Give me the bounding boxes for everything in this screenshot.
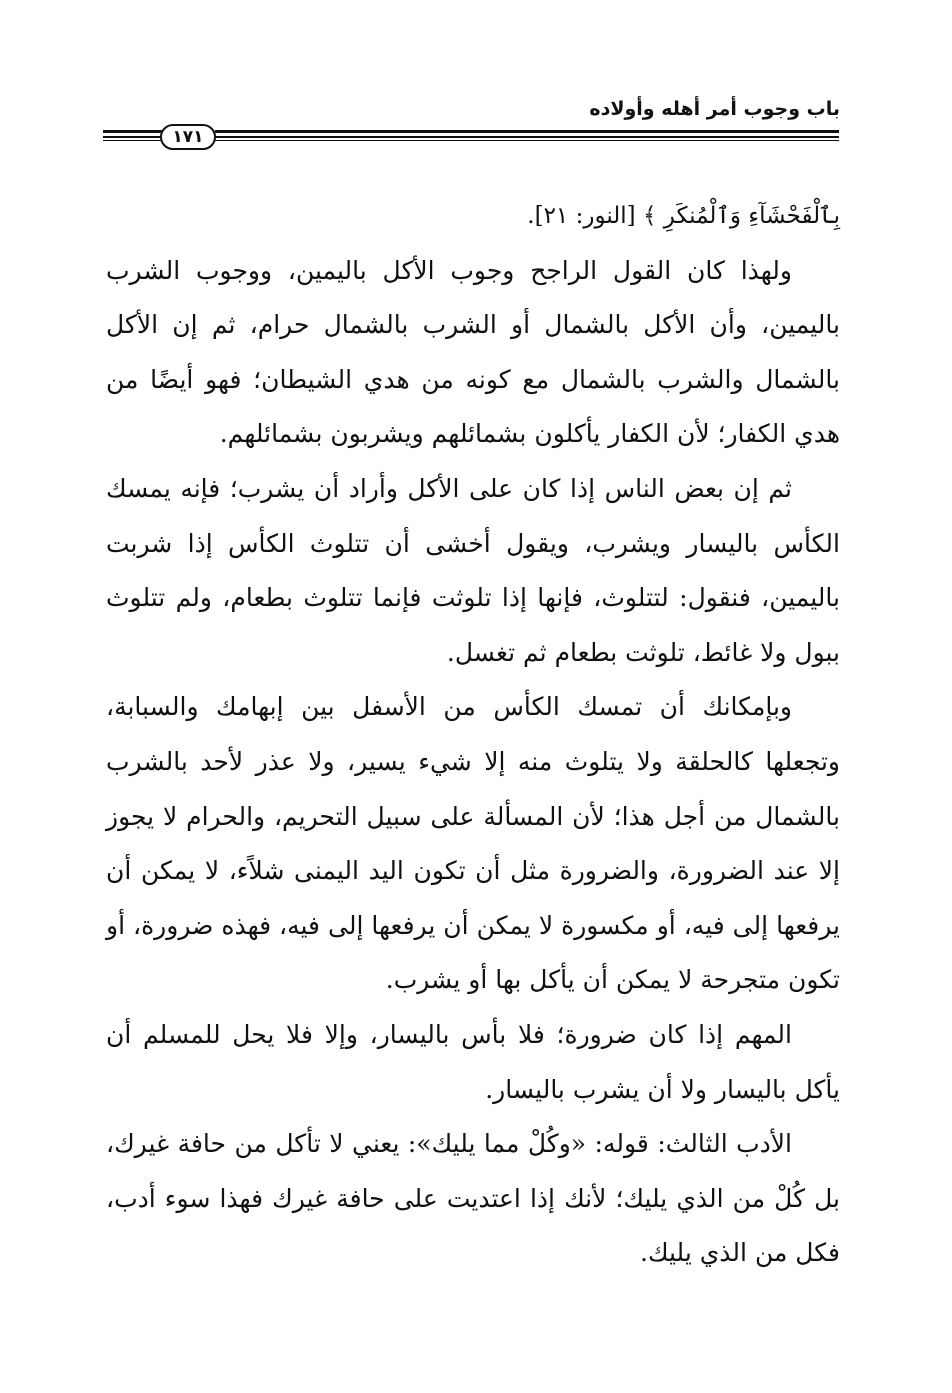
paragraph: المهم إذا كان ضرورة؛ فلا بأس باليسار، وإلا فلا يحل للمسلم أن يأكل باليسار ولا أن يشرب باليسار. [106,1019,840,1104]
quran-text: بِٱلْفَحْشَآءِ وَٱلْمُنكَرِ ﴾ [النور: ٢١]. [527,203,840,229]
page-number: ١٧١ [160,124,216,150]
quran-verse-fragment [106,188,840,244]
running-title: باب وجوب أمر أهله وأولاده [589,98,840,120]
header-rule-right [215,130,839,142]
paragraph: ولهذا كان القول الراجح وجوب الأكل باليمين، ووجوب الشرب باليمين، وأن الأكل بالشمال أو الشرب بالشمال حرام، ثم إن الأكل بالشمال والشرب بالشمال مع كونه من هدي الشيطان؛ فهو أيضًا من هدي الكفار؛ لأن الكفار يأكلون بشمائلهم ويشربون بشمائلهم. [106,255,840,449]
paragraph: ثم إن بعض الناس إذا كان على الأكل وأراد أن يشرب؛ فإنه يمسك الكأس باليسار ويشرب، ويقول أخشى أن تتلوث الكأس إذا شربت باليمين، فنقول: لتتلوث، فإنها إذا تلوثت فإنما تتلوث بطعام، ولم تتلوث ببول ولا غائط، تلوثت بطعام ثم تغسل. [106,473,840,667]
paragraph: الأدب الثالث: قوله: «وكُلْ مما يليك»: يعني لا تأكل من حافة غيرك، بل كُلْ من الذي يليك؛ لأنك إذا اعتديت على حافة غيرك فهذا سوء أدب، فكل من الذي يليك. [106,1129,840,1268]
paragraph: وبإمكانك أن تمسك الكأس من الأسفل بين إبهامك والسبابة، وتجعلها كالحلقة ولا يتلوث منه إلا شيء يسير، ولا عذر لأحد بالشرب بالشمال من أجل هذا؛ لأن المسألة على سبيل التحريم، والحرام لا يجوز إلا عند الضرورة، والضرورة مثل أن تكون اليد اليمنى شلاًء، لا يمكن أن يرفعها إلى فيه، أو مكسورة لا يمكن أن يرفعها إلى فيه، فهذه ضرورة، أو تكون متجرحة لا يمكن أن يأكل بها أو يشرب. [106,692,840,995]
body-text [106,188,840,1281]
header-rule-left [103,130,163,142]
